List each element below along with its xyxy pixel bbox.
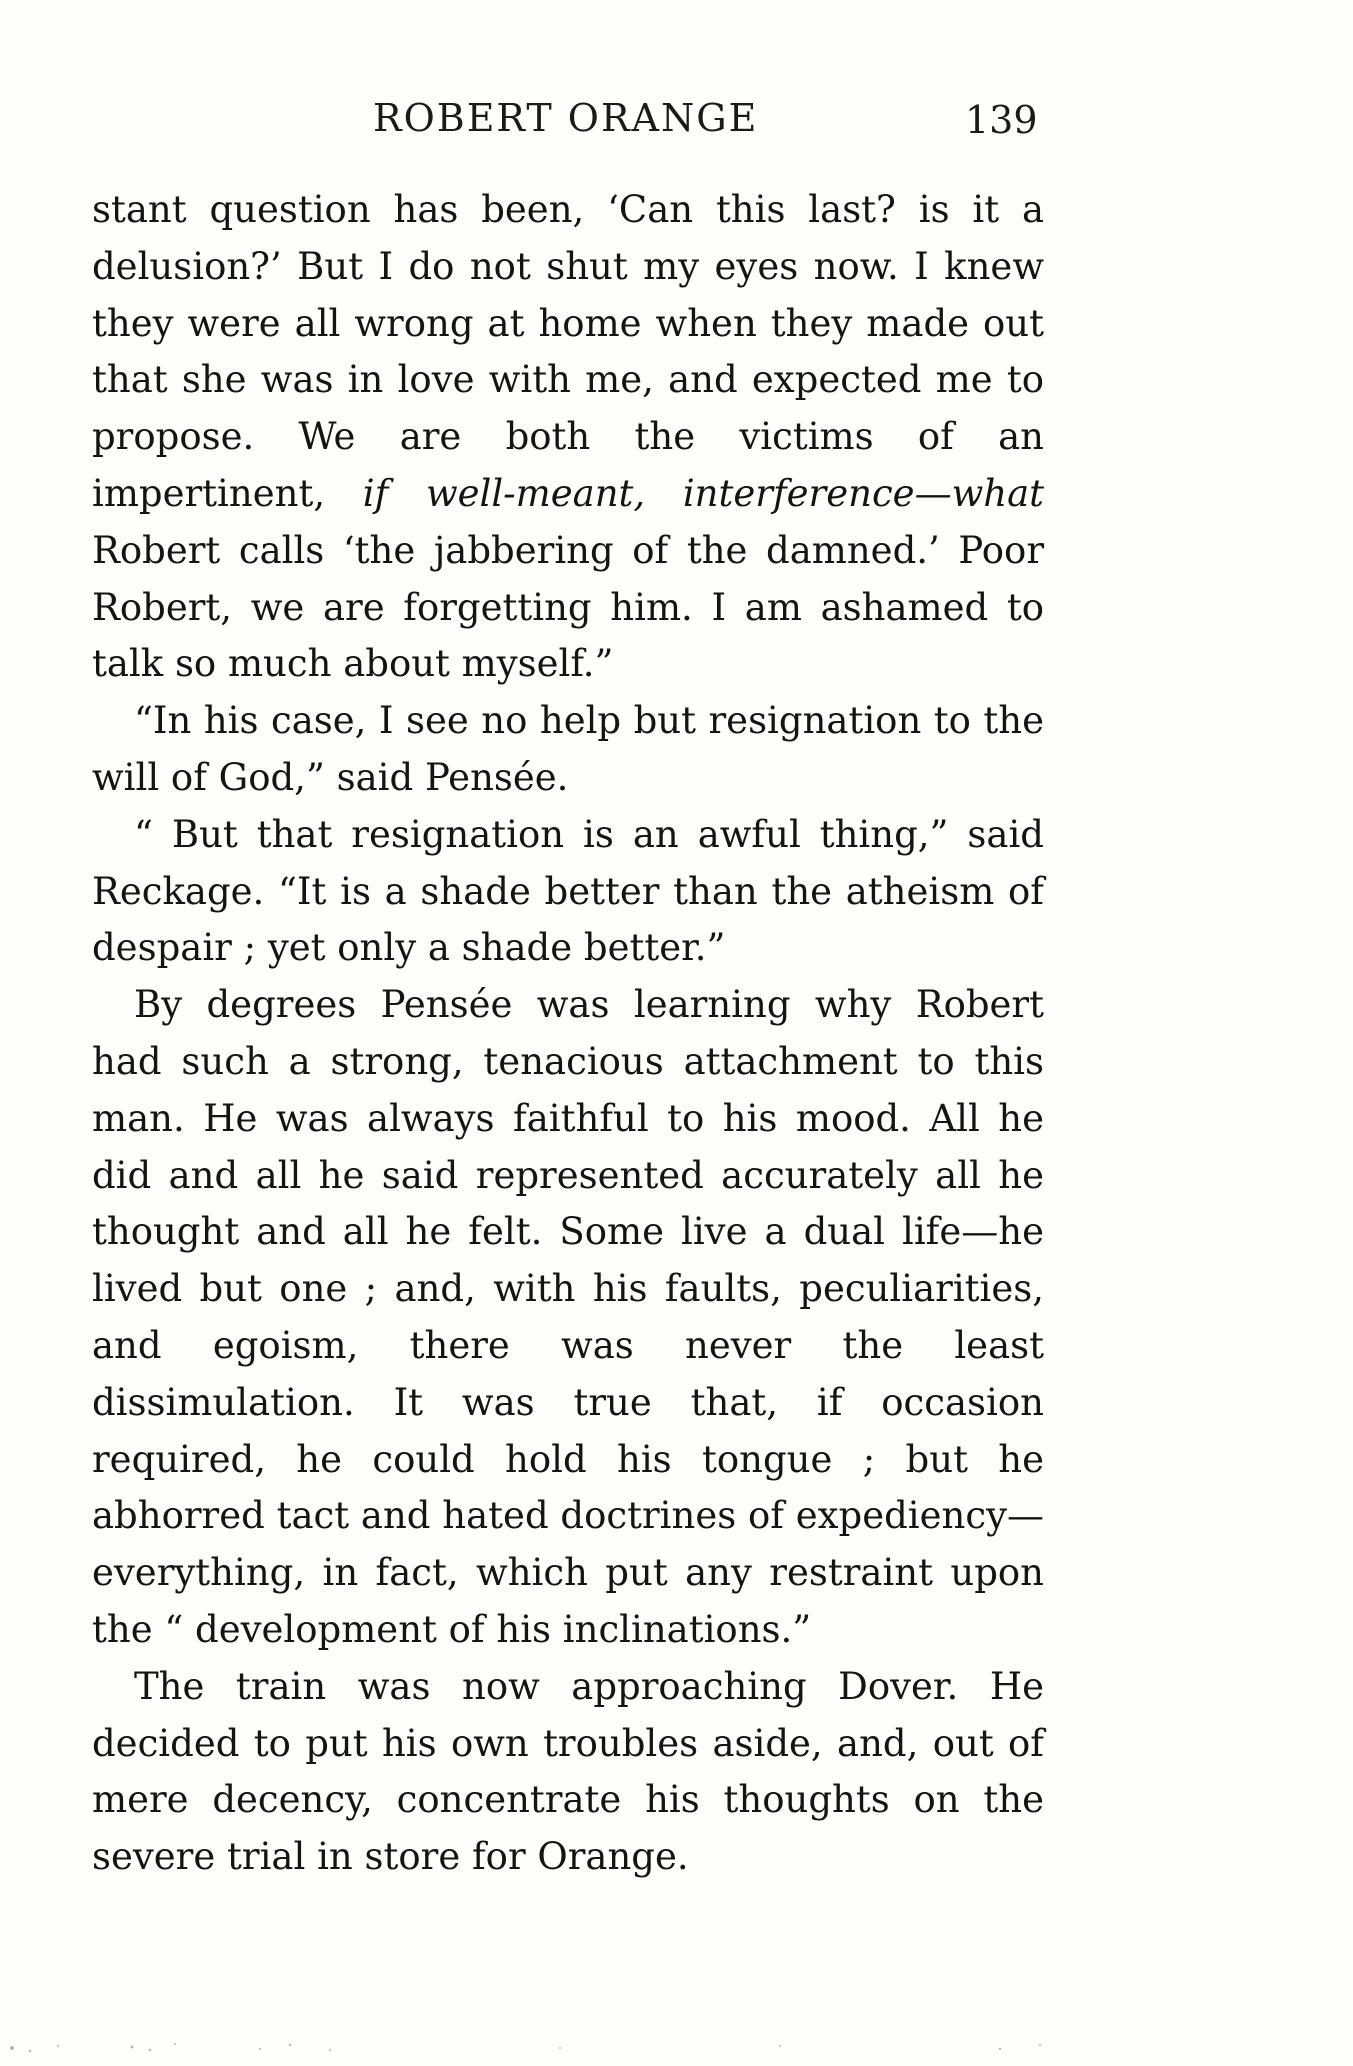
text-segment: stant question has been, ‘Can this last? is it a delusion?’ But I do not shut my eyes now. I knew they were all wrong at home when they made out that she was in love with me, and expected me to propose. We are both the victims of an impertinent, — [92, 188, 1044, 515]
italic-segment: if well-meant, interference—what — [362, 471, 1045, 515]
text-segment: By degrees Pensée was learning why Robert had such a strong, tenacious attachment to this man. He was always faithful to his mood. All he did and all he said represented accurately all he thought and all he felt. Some live a dual life—he lived but one ; and, with his faults, peculiarities, and egoism, there was never the least dissimulation. It was true that, if occasion required, he could hold his tongue ; but he abhorred tact and hated doctrines of expediency—everything, in fact, which put any restraint upon the “ development of his inclinations.” — [92, 983, 1044, 1651]
text-segment: The train was now approaching Dover. He decided to put his own troubles aside, and, out of mere decency, concentrate his thoughts on the severe trial in store for Orange. — [92, 1664, 1044, 1879]
paragraph-5 — [92, 1659, 1044, 1886]
running-head-title: ROBERT ORANGE — [373, 96, 759, 140]
body-text — [92, 182, 1044, 1886]
paragraph-1 — [92, 182, 1044, 693]
text-segment: “ But that resignation is an awful thing,” said Reckage. “It is a shade better than the atheism of despair ; yet only a shade better.” — [92, 812, 1044, 970]
text-segment: Robert calls ‘the jabbering of the damned.’ Poor Robert, we are forgetting him. I am ashamed to talk so much about myself.” — [92, 528, 1044, 686]
paragraph-4 — [92, 977, 1044, 1659]
paragraph-2 — [92, 693, 1044, 807]
page-scan-specks — [0, 2006, 1353, 2066]
page-number: 139 — [965, 98, 1038, 142]
text-segment: “In his case, I see no help but resignation to the will of God,” said Pensée. — [92, 699, 1044, 799]
paragraph-3 — [92, 807, 1044, 977]
